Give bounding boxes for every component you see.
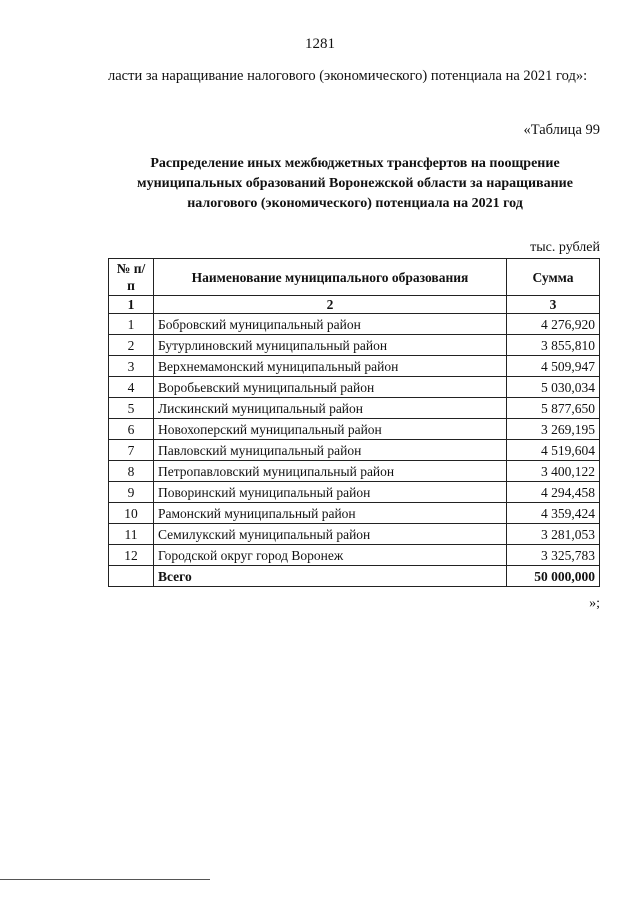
column-number: 1 [109, 296, 154, 314]
column-number: 2 [154, 296, 507, 314]
total-sum: 50 000,000 [507, 566, 600, 587]
row-number: 3 [109, 356, 154, 377]
table-title: Распределение иных межбюджетных трансфертов на поощрение муниципальных образований Воронежской области за наращивание налогового (экономического) потенциала на 2021 год [137, 156, 573, 211]
row-municipality: Павловский муниципальный район [154, 440, 507, 461]
row-sum: 3 855,810 [507, 335, 600, 356]
table-row [109, 482, 600, 503]
table-row [109, 545, 600, 566]
distribution-table [108, 258, 600, 587]
row-municipality: Поворинский муниципальный район [154, 482, 507, 503]
row-sum: 3 269,195 [507, 419, 600, 440]
table-row [109, 335, 600, 356]
row-sum: 5 877,650 [507, 398, 600, 419]
row-sum: 4 276,920 [507, 314, 600, 335]
row-number: 5 [109, 398, 154, 419]
footer-rule [0, 879, 210, 880]
table-row [109, 398, 600, 419]
row-municipality: Верхнемамонский муниципальный район [154, 356, 507, 377]
row-municipality: Городской округ город Воронеж [154, 545, 507, 566]
total-number [109, 566, 154, 587]
row-municipality: Новохоперский муниципальный район [154, 419, 507, 440]
row-municipality: Семилукский муниципальный район [154, 524, 507, 545]
table-row [109, 419, 600, 440]
row-sum: 4 359,424 [507, 503, 600, 524]
row-number: 6 [109, 419, 154, 440]
row-number: 12 [109, 545, 154, 566]
row-municipality: Воробьевский муниципальный район [154, 377, 507, 398]
header-number: № п/п [109, 259, 154, 296]
table-row [109, 461, 600, 482]
row-sum: 3 400,122 [507, 461, 600, 482]
row-municipality: Бутурлиновский муниципальный район [154, 335, 507, 356]
units-label: тыс. рублей [530, 240, 600, 255]
row-municipality: Петропавловский муниципальный район [154, 461, 507, 482]
column-number-row [109, 296, 600, 314]
page-number: 1281 [305, 36, 335, 52]
header-name: Наименование муниципального образования [154, 259, 507, 296]
row-number: 1 [109, 314, 154, 335]
row-sum: 4 519,604 [507, 440, 600, 461]
table-reference: «Таблица 99 [523, 122, 600, 138]
table-row [109, 314, 600, 335]
row-number: 7 [109, 440, 154, 461]
row-sum: 4 294,458 [507, 482, 600, 503]
header-row [109, 259, 600, 296]
closing-quote: »; [589, 596, 600, 611]
row-number: 11 [109, 524, 154, 545]
header-sum: Сумма [507, 259, 600, 296]
table-row [109, 503, 600, 524]
row-number: 2 [109, 335, 154, 356]
row-number: 9 [109, 482, 154, 503]
row-number: 8 [109, 461, 154, 482]
row-number: 4 [109, 377, 154, 398]
row-municipality: Лискинский муниципальный район [154, 398, 507, 419]
row-sum: 4 509,947 [507, 356, 600, 377]
table-row [109, 356, 600, 377]
table-row [109, 440, 600, 461]
table-row [109, 377, 600, 398]
column-number: 3 [507, 296, 600, 314]
row-municipality: Рамонский муниципальный район [154, 503, 507, 524]
row-sum: 5 030,034 [507, 377, 600, 398]
table-row [109, 524, 600, 545]
row-municipality: Бобровский муниципальный район [154, 314, 507, 335]
total-label: Всего [154, 566, 507, 587]
total-row [109, 566, 600, 587]
row-sum: 3 325,783 [507, 545, 600, 566]
row-number: 10 [109, 503, 154, 524]
intro-paragraph: ласти за наращивание налогового (экономического) потенциала на 2021 год»: [108, 68, 588, 84]
row-sum: 3 281,053 [507, 524, 600, 545]
